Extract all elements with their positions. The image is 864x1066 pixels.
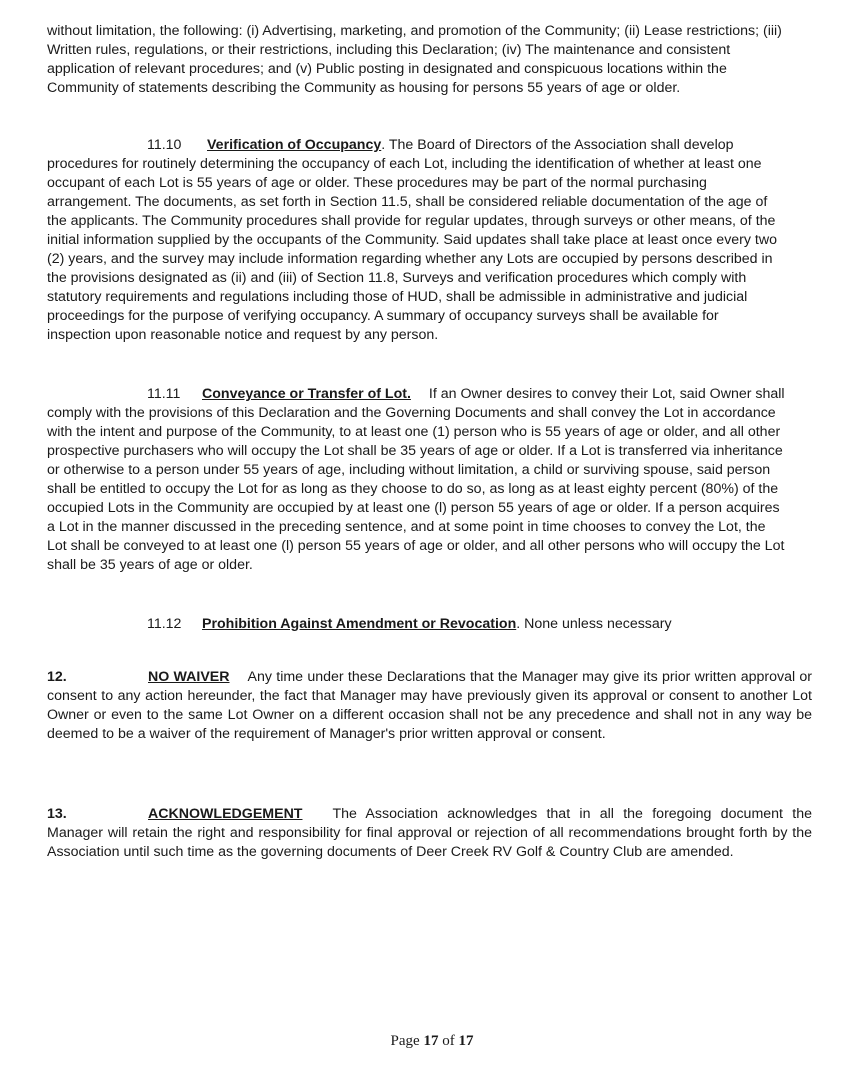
section-13 [47, 805, 812, 862]
section-body: . The Board of Directors of the Association shall develop procedures for routinely determining the occupancy of each Lot, including the identification of whether at least one occupant of each Lot is 55 years of age or older. These procedures may be part of the normal purchasing arrangement. The documents, as set forth in Section 11.5, shall be considered reliable documentation of the age of the applicants. The Community procedures shall provide for regular updates, through surveys or other means, of the initial information supplied by the occupants of the Community. Said updates shall take place at least once every two (2) years, and the survey may include information regarding whether any Lots are occupied by persons described in the provisions designated as (ii) and (iii) of Section 11.8, Surveys and verification procedures which comply with statutory requirements and regulations including those of HUD, shall be admissible in administrative and judicial proceedings for the purpose of verifying occupancy. A summary of occupancy surveys shall be available for inspection upon reasonable notice and request by any person. [47, 137, 778, 343]
section-heading: Prohibition Against Amendment or Revocation [202, 616, 517, 632]
page-of: of [438, 1033, 459, 1049]
intro-paragraph [47, 22, 785, 98]
section-body: . None unless necessary [516, 616, 672, 632]
page-label: Page [390, 1033, 424, 1049]
section-11-11 [47, 385, 785, 575]
section-heading: Conveyance or Transfer of Lot. [202, 386, 411, 402]
section-heading: ACKNOWLEDGEMENT [148, 806, 303, 822]
section-11-10 [47, 136, 785, 345]
section-12 [47, 668, 812, 744]
intro-text: without limitation, the following: (i) Advertising, marketing, and promotion of the Community; (ii) Lease restrictions; (iii) Written rules, regulations, or their restrictions, including this Declaration; (iv) The maintenance and consistent application of relevant procedures; and (v) Public posting in designated and conspicuous locations within the Community of statements describing the Community as housing for persons 55 years of age or older. [47, 23, 782, 96]
section-heading: Verification of Occupancy [207, 137, 382, 153]
section-number: 11.11 [147, 386, 181, 402]
section-number: 11.12 [147, 616, 182, 632]
section-body: If an Owner desires to convey their Lot, said Owner shall comply with the provisions of this Declaration and the Governing Documents and shall convey the Lot in accordance with the intent and purpose of the Community, to at least one (1) person who is 55 years of age or older, and all other prospective purchasers who will occupy the Lot shall be 35 years of age or older. If a Lot is transferred via inheritance or otherwise to a person under 55 years of age, including without limitation, a child or surviving spouse, said person shall be entitled to occupy the Lot for as long as they choose to do so, as long as at least eighty percent (80%) of the occupied Lots in the Community are occupied by at least one (l) person 55 years of age or older. If a person acquires a Lot in the manner discussed in the preceding sentence, and at some point in time chooses to convey the Lot, the Lot shall be conveyed to at least one (l) person 55 years of age or older, and all other persons who will occupy the Lot shall be 35 years of age or older. [47, 386, 785, 573]
page-current: 17 [423, 1033, 439, 1049]
section-11-12 [47, 615, 785, 634]
section-number: 13. [47, 806, 67, 822]
section-body: The Association acknowledges that in all the foregoing document the Manager will retain the right and responsibility for final approval or rejection of all recommendations brought forth by the Association until such time as the governing documents of Deer Creek RV Golf & Country Club are amended. [47, 806, 812, 860]
section-heading: NO WAIVER [148, 669, 230, 685]
page-footer [0, 1032, 864, 1051]
section-body: Any time under these Declarations that the Manager may give its prior written approval or consent to any action hereunder, the fact that Manager may have previously given its approval or consent to another Lot Owner or even to the same Lot Owner on a different occasion shall not be any precedence and shall not in any way be deemed to be a waiver of the requirement of Manager's prior written approval or consent. [47, 669, 812, 742]
section-number: 12. [47, 669, 67, 685]
section-number: 11.10 [147, 137, 182, 153]
page-total: 17 [458, 1033, 474, 1049]
